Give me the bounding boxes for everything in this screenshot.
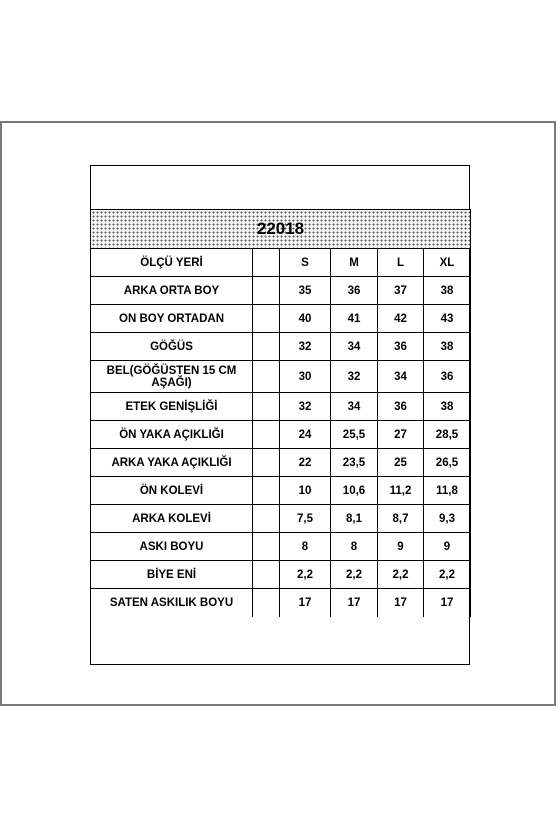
measurement-value: 43 [424, 305, 471, 333]
table-row [91, 505, 471, 533]
product-code-title: 22018 [91, 210, 471, 249]
table-row [91, 589, 471, 617]
measurement-value: 17 [280, 589, 331, 617]
table-row [91, 305, 471, 333]
measurement-value: 7,5 [280, 505, 331, 533]
blank-cell [253, 421, 280, 449]
measurement-value: 10,6 [331, 477, 378, 505]
blank-cell [253, 305, 280, 333]
blank-cell [253, 393, 280, 421]
table-row [91, 561, 471, 589]
blank-cell [253, 561, 280, 589]
measurement-value: 32 [280, 393, 331, 421]
measurement-value: 34 [331, 333, 378, 361]
measurement-value: 8,7 [378, 505, 424, 533]
measurement-value: 17 [331, 589, 378, 617]
measurement-value: 28,5 [424, 421, 471, 449]
blank-cell [253, 589, 280, 617]
measurement-value: 37 [378, 277, 424, 305]
table-row [91, 477, 471, 505]
measurement-value: 34 [378, 361, 424, 393]
measurement-label: ARKA YAKA AÇIKLIĞI [91, 449, 253, 477]
table-row [91, 421, 471, 449]
measurement-value: 36 [378, 393, 424, 421]
measurement-label: ON BOY ORTADAN [91, 305, 253, 333]
size-chart-table [90, 209, 471, 617]
measurement-label: BEL(GÖĞÜSTEN 15 CM AŞAĞI) [91, 361, 253, 393]
measurement-value: 17 [378, 589, 424, 617]
measurement-value: 22 [280, 449, 331, 477]
measurement-label: ÖN YAKA AÇIKLIĞI [91, 421, 253, 449]
measurement-value: 35 [280, 277, 331, 305]
measurement-value: 32 [331, 361, 378, 393]
measurement-value: 11,2 [378, 477, 424, 505]
measurement-value: 23,5 [331, 449, 378, 477]
header-row [91, 249, 471, 277]
measurement-value: 24 [280, 421, 331, 449]
measurement-value: 36 [331, 277, 378, 305]
blank-cell [253, 449, 280, 477]
measurement-value: 41 [331, 305, 378, 333]
measurement-value: 9 [378, 533, 424, 561]
measurement-value: 40 [280, 305, 331, 333]
measurement-value: 2,2 [424, 561, 471, 589]
measurement-value: 25 [378, 449, 424, 477]
header-size-s: S [280, 249, 331, 277]
measurement-value: 26,5 [424, 449, 471, 477]
measurement-label: ARKA ORTA BOY [91, 277, 253, 305]
header-blank [253, 249, 280, 277]
table-row [91, 277, 471, 305]
measurement-rows [91, 277, 471, 617]
table-row [91, 533, 471, 561]
measurement-value: 42 [378, 305, 424, 333]
header-measure-location: ÖLÇÜ YERİ [91, 249, 253, 277]
measurement-label: ETEK GENİŞLİĞİ [91, 393, 253, 421]
measurement-value: 17 [424, 589, 471, 617]
measurement-value: 36 [378, 333, 424, 361]
blank-cell [253, 361, 280, 393]
measurement-value: 32 [280, 333, 331, 361]
measurement-value: 38 [424, 277, 471, 305]
measurement-value: 2,2 [378, 561, 424, 589]
measurement-value: 8,1 [331, 505, 378, 533]
table-row [91, 333, 471, 361]
measurement-value: 25,5 [331, 421, 378, 449]
measurement-value: 30 [280, 361, 331, 393]
measurement-value: 27 [378, 421, 424, 449]
header-size-xl: XL [424, 249, 471, 277]
blank-cell [253, 505, 280, 533]
blank-cell [253, 477, 280, 505]
header-size-l: L [378, 249, 424, 277]
table-row [91, 361, 471, 393]
measurement-value: 34 [331, 393, 378, 421]
measurement-value: 9,3 [424, 505, 471, 533]
measurement-value: 38 [424, 393, 471, 421]
measurement-label: ÖN KOLEVİ [91, 477, 253, 505]
table-row [91, 449, 471, 477]
measurement-label: BİYE ENİ [91, 561, 253, 589]
measurement-value: 8 [331, 533, 378, 561]
measurement-value: 2,2 [331, 561, 378, 589]
measurement-value: 8 [280, 533, 331, 561]
header-size-m: M [331, 249, 378, 277]
measurement-value: 9 [424, 533, 471, 561]
blank-cell [253, 333, 280, 361]
table-row [91, 393, 471, 421]
measurement-label: SATEN ASKILIK BOYU [91, 589, 253, 617]
measurement-label: ASKI BOYU [91, 533, 253, 561]
measurement-value: 10 [280, 477, 331, 505]
measurement-value: 2,2 [280, 561, 331, 589]
measurement-label: GÖĞÜS [91, 333, 253, 361]
measurement-label: ARKA KOLEVİ [91, 505, 253, 533]
blank-cell [253, 277, 280, 305]
measurement-value: 36 [424, 361, 471, 393]
measurement-value: 11,8 [424, 477, 471, 505]
blank-cell [253, 533, 280, 561]
measurement-value: 38 [424, 333, 471, 361]
